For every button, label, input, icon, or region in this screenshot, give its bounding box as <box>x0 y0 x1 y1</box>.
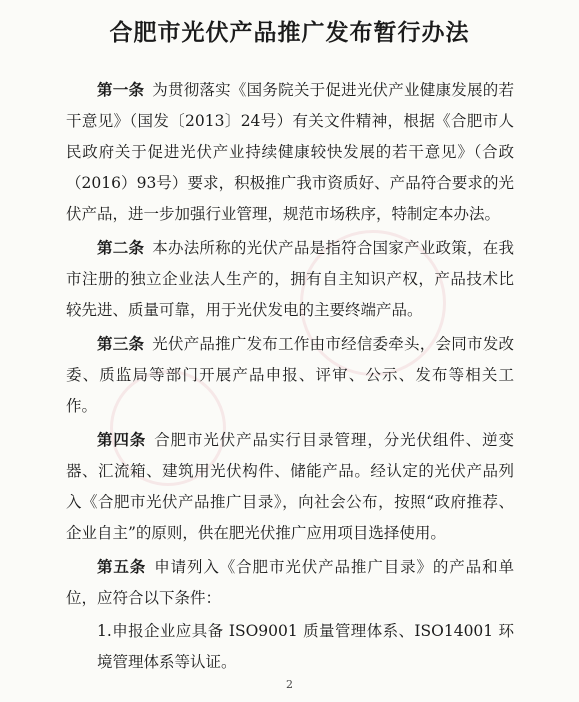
page-number: 2 <box>286 678 293 691</box>
article-text: 申请列入《合肥市光伏产品推广目录》的产品和单位，应符合以下条件： <box>66 558 514 607</box>
article-text: 为贯彻落实《国务院关于促进光伏产业健康发展的若干意见》（国发〔2013〕24号）有关文件精神，根据《合肥市人民政府关于促进光伏产业持续健康较快发展的若干意见》（合政（2016）93号）要求，积极推广我市资质好、产品符合要求的光伏产品，进一步加强行业管理，规范市场秩序，特制定本办法。 <box>66 81 514 223</box>
article-text: 光伏产品推广发布工作由市经信委牵头，会同市发改委、质监局等部门开展产品申报、评审、公示、发布等相关工作。 <box>66 335 514 415</box>
article-1 <box>66 74 514 230</box>
article-label: 第一条 <box>97 80 145 99</box>
article-3 <box>66 328 514 422</box>
article-label: 第三条 <box>97 334 145 353</box>
document-title: 合肥市光伏产品推广发布暂行办法 <box>109 19 470 46</box>
list-item: 1.申报企业应具备 ISO9001 质量管理体系、ISO14001 环境管理体系等认证。 <box>97 622 514 671</box>
article-2 <box>66 232 514 326</box>
document-body <box>66 74 514 680</box>
article-label: 第四条 <box>97 430 147 449</box>
article-label: 第五条 <box>97 557 147 576</box>
article-label: 第二条 <box>97 238 145 257</box>
article-5 <box>66 551 514 614</box>
article-text: 本办法所称的光伏产品是指符合国家产业政策，在我市注册的独立企业法人生产的，拥有自主知识产权，产品技术比较先进、质量可靠，用于光伏发电的主要终端产品。 <box>66 239 514 319</box>
article-4 <box>66 424 514 549</box>
article-text: 合肥市光伏产品实行目录管理，分光伏组件、逆变器、汇流箱、建筑用光伏构件、储能产品。经认定的光伏产品列入《合肥市光伏产品推广目录》，向社会公布，按照“政府推荐、企业自主”的原则，供在肥光伏推广应用项目选择使用。 <box>66 431 514 542</box>
